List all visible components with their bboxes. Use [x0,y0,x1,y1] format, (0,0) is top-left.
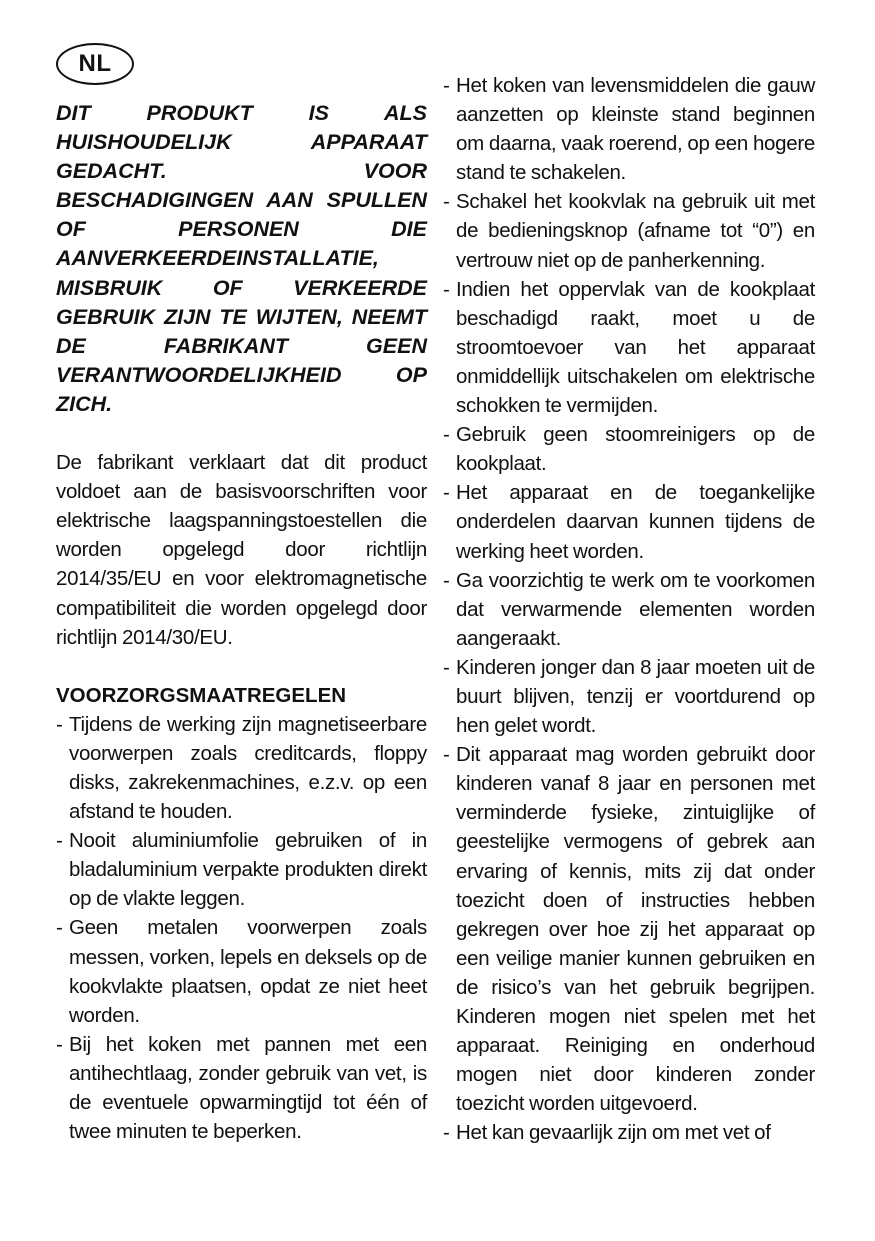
list-item: - Dit apparaat mag worden gebruikt door kinderen vanaf 8 jaar en personen met verminderde fysieke, zintuiglijke of geestelijke vermogens of gebrek aan ervaring of kennis, mits zij dat onder toezicht doen of instructies hebben gekregen over hoe zij het apparaat op een veilige manier kunnen gebruiken en de risico’s van het gebruik begrijpen. Kinderen mogen niet spelen met het apparaat. Reiniging en onderhoud mogen niet door kinderen zonder toezicht worden uitgevoerd. [443,740,815,1118]
list-item: - Geen metalen voorwerpen zoals messen, vorken, lepels en deksels op de kookvlakte plaatsen, opdat ze niet heet worden. [56,913,427,1029]
list-item: - Tijdens de werking zijn magnetiseerbare voorwerpen zoals creditcards, floppy disks, zakrekenmachines, e.z.v. op een afstand te houden. [56,710,427,826]
list-item: - Kinderen jonger dan 8 jaar moeten uit de buurt blijven, tenzij er voortdurend op hen gelet wordt. [443,653,815,740]
language-badge: NL [56,43,134,85]
spacer [56,652,427,681]
list-item: - Het koken van levensmiddelen die gauw aanzetten op kleinste stand beginnen om daarna, vaak roerend, op een hogere stand te schakelen. [443,71,815,187]
right-column [443,71,815,1147]
list-item: - Nooit aluminiumfolie gebruiken of in bladaluminium verpakte produkten direkt op de vlakte leggen. [56,826,427,913]
list-item: - Bij het koken met pannen met een antihechtlaag, zonder gebruik van vet, is de eventuele opwarmingtijd tot één of twee minuten te beperken. [56,1030,427,1146]
list-item: - Gebruik geen stoomreinigers op de kookplaat. [443,420,815,478]
spacer [56,419,427,448]
list-item: - Ga voorzichtig te werk om te voorkomen dat verwarmende elementen worden aangeraakt. [443,566,815,653]
list-item: - Het apparaat en de toegankelijke onderdelen daarvan kunnen tijdens de werking heet worden. [443,478,815,565]
conformity-declaration: De fabrikant verklaart dat dit product voldoet aan de basisvoorschriften voor elektrische laagspanningstoestellen die worden opgelegd door richtlijn 2014/35/EU en voor elektromagnetische compatibiliteit die worden opgelegd door richtlijn 2014/30/EU. [56,451,427,649]
precautions-heading: VOORZORGSMAATREGELEN [56,683,347,707]
liability-warning: DIT PRODUKT IS ALS HUISHOUDELIJK APPARAAT GEDACHT. VOOR BESCHADIGINGEN AAN SPULLEN OF PERSONEN DIE AANVERKEERDEINSTALLATIE, MISBRUIK OF VERKEERDE GEBRUIK ZIJN TE WIJTEN, NEEMT DE FABRIKANT GEEN VERANTWOORDELIJKHEID OP ZICH. [56,101,427,416]
precautions-list-left [56,710,427,1146]
list-item: - Schakel het kookvlak na gebruik uit met de bedieningsknop (afname tot “0”) en vertrouw niet op de panherkenning. [443,187,815,274]
list-item: - Het kan gevaarlijk zijn om met vet of [443,1118,815,1147]
list-item: - Indien het oppervlak van de kookplaat beschadigd raakt, moet u de stroomtoevoer van het apparaat onmiddellijk uitschakelen om elektrische schokken te vermijden. [443,275,815,420]
left-column [56,99,427,1146]
precautions-list-right [443,71,815,1147]
